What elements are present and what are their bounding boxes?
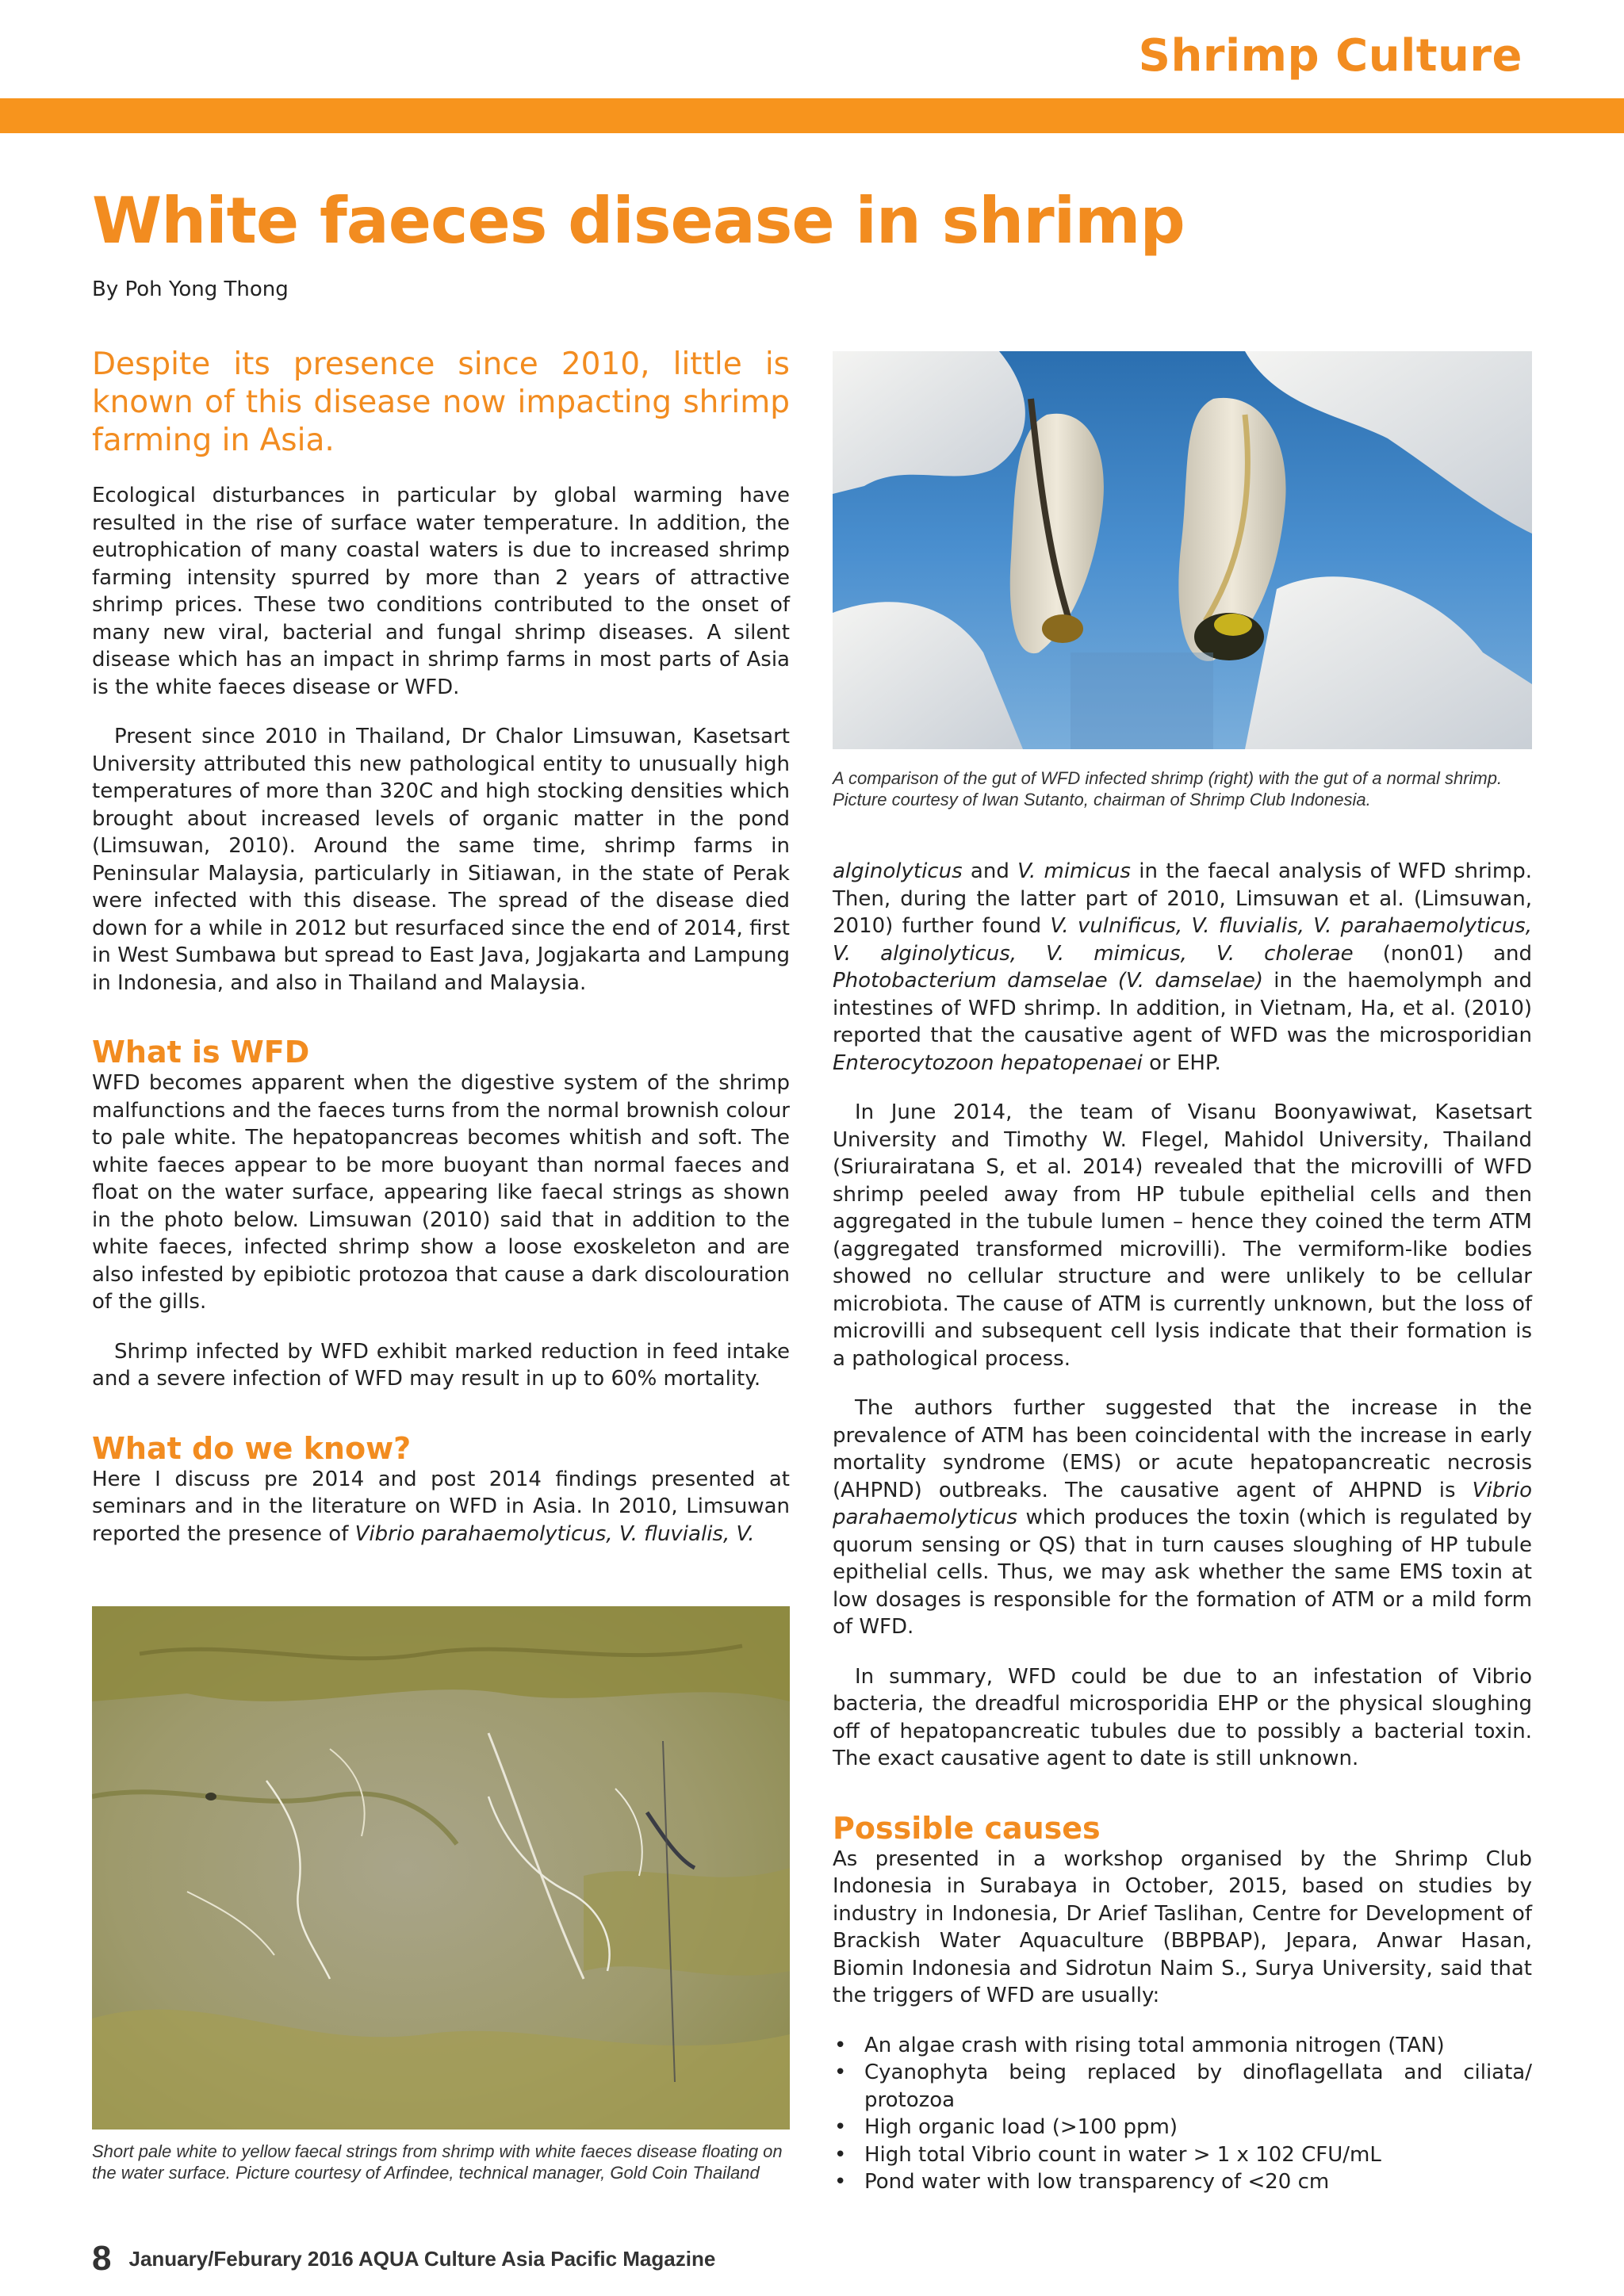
standfirst: Despite its presence since 2010, little is known of this disease now impacting shrimp farming in Asia. [92,346,790,458]
list-item: • Pond water with low transparency of <20 cm [833,2168,1532,2196]
list-item: • Cyanophyta being replaced by dinoflagellata and ciliata/ protozoa [833,2059,1532,2114]
know-paragraph-1: Here I discuss pre 2014 and post 2014 findings presented at seminars and in the literature on WFD in Asia. In 2010, Limsuwan reported the presence of Vibrio parahaemolyticus, V. fluvialis, V. [92,1467,790,1546]
what-is-paragraph-2: Shrimp infected by WFD exhibit marked reduction in feed intake and a severe infection of WFD may result in up to 60% mortality. [92,1339,790,1391]
gut-photo-caption: A comparison of the gut of WFD infected shrimp (right) with the gut of a normal shrimp. Picture courtesy of Iwan Sutanto, chairman of Shrimp Club Indonesia. [833,768,1503,809]
right-column [833,858,1532,2196]
publication-info: January/Feburary 2016 AQUA Culture Asia Pacific Magazine [128,2246,716,2271]
intro-paragraph-1: Ecological disturbances in particular by global warming have resulted in the rise of surface water temperature. In addition, the eutrophication of many coastal waters is due to increased shrimp farming intensity spurred by more than 2 years of attractive shrimp prices. These two conditions contributed to the onset of many new viral, bacterial and fungal shrimp diseases. A silent disease which has an impact in shrimp farms in most parts of Asia is the white faeces disease or WFD. [92,484,790,699]
continued-paragraph: alginolyticus and V. mimicus in the faecal analysis of WFD shrimp. Then, during the latter part of 2010, Limsuwan et al. (Limsuwan, 2010) further found V. vulnificus, V. fluvialis, V. parahaemolyticus, V. alginolyticus, V. mimicus, V. cholerae (non01) and Photobacterium damselae (V. damselae) in the haemolymph and intestines of WFD shrimp. In addition, in Vietnam, Ha, et al. (2010) reported that the causative agent of WFD was the microsporidian Enterocytozoon hepatopenaei or EHP. [833,859,1532,1075]
intro-paragraph-2: Present since 2010 in Thailand, Dr Chalor Limsuwan, Kasetsart University attributed this new pathological entity to unusually high temperatures of more than 320C and high stocking densities which brought about increased levels of organic matter in the pond (Limsuwan, 2010). Around the same time, shrimp farms in Peninsular Malaysia, particularly in Sitiawan, in the state of Perak were infected with this disease. The spread of the disease died down for a while in 2012 but resurfaced since the end of 2014, first in West Sumbawa but spread to East Java, Jogjakarta and Lampung in Indonesia, and also in Thailand and Malaysia. [92,725,790,995]
pond-water-photo [92,1606,790,2130]
what-is-wfd-heading: What is WFD [92,1035,310,1070]
what-do-we-know-heading: What do we know? [92,1430,412,1466]
causes-paragraph: As presented in a workshop organised by the Shrimp Club Indonesia in Surabaya in October, 2015, based on studies by industry in Indonesia, Dr Arief Taslihan, Centre for Development of Brackish Water Aquaculture (BBPBAP), Jepara, Anwar Hasan, Biomin Indonesia and Sidrotun Naim S., Surya University, said that the triggers of WFD are usually: [833,1846,1532,2007]
section-label: Shrimp Culture [1138,30,1522,82]
shrimp-gut-photo [833,351,1532,749]
article-title: White faeces disease in shrimp [92,184,1185,258]
left-column [92,346,790,1570]
possible-causes-heading: Possible causes [833,1810,1101,1846]
page-number: 8 [92,2239,112,2278]
list-item: • High total Vibrio count in water > 1 x 102 CFU/mL [833,2141,1532,2169]
page-footer [92,2239,715,2279]
june-2014-paragraph: In June 2014, the team of Visanu Boonyawiwat, Kasetsart University and Timothy W. Flegel, Mahidol University, Thailand (Sriurairatana S, et al. 2014) revealed that the microvilli of WFD shrimp peeled away from HP tubule epithelial cells and then aggregated in the tubule lumen – hence they coined the term ATM (aggregated transformed microvilli). The vermiform-like bodies showed no cellular structure and were unlikely to be cellular microbiota. The cause of ATM is currently unknown, but the loss of microvilli and subsequent cell lysis indicate that their formation is a pathological process. [833,1100,1532,1371]
summary-paragraph: In summary, WFD could be due to an infestation of Vibrio bacteria, the dreadful microsporidia EHP or the physical sloughing off of hepatopancreatic tubules due to possibly a bacterial toxin. The exact causative agent to date is still unknown. [833,1664,1532,1770]
authors-paragraph: The authors further suggested that the increase in the prevalence of ATM has been coincidental with the increase in early mortality syndrome (EMS) or acute hepatopancreatic necrosis (AHPND) outbreaks. The causative agent of AHPND is Vibrio parahaemolyticus which produces the toxin (which is regulated by quorum sensing or QS) that in turn causes sloughing of HP tubule epithelial cells. Thus, we may ask whether the same EMS toxin at low dosages is responsible for the formation of ATM or a mild form of WFD. [833,1396,1532,1639]
what-is-paragraph-1: WFD becomes apparent when the digestive system of the shrimp malfunctions and the faeces turns from the normal brownish colour to pale white. The hepatopancreas becomes whitish and soft. The white faeces appear to be more buoyant than normal faeces and float on the water surface, appearing like faecal strings as shown in the photo below. Limsuwan (2010) said that in addition to the white faeces, infected shrimp show a loose exoskeleton and are also infested by epibiotic protozoa that cause a dark discolouration of the gills. [92,1071,790,1314]
list-item: • An algae crash with rising total ammonia nitrogen (TAN) [833,2032,1532,2060]
byline: By Poh Yong Thong [92,277,289,301]
pond-photo-caption: Short pale white to yellow faecal strings from shrimp with white faeces disease floating on the water surface. Picture courtesy of Arfindee, technical manager, Gold Coin Thailand [92,2141,783,2183]
triggers-list [833,2032,1532,2196]
list-item: • High organic load (>100 ppm) [833,2114,1532,2141]
header-bar [0,98,1624,133]
